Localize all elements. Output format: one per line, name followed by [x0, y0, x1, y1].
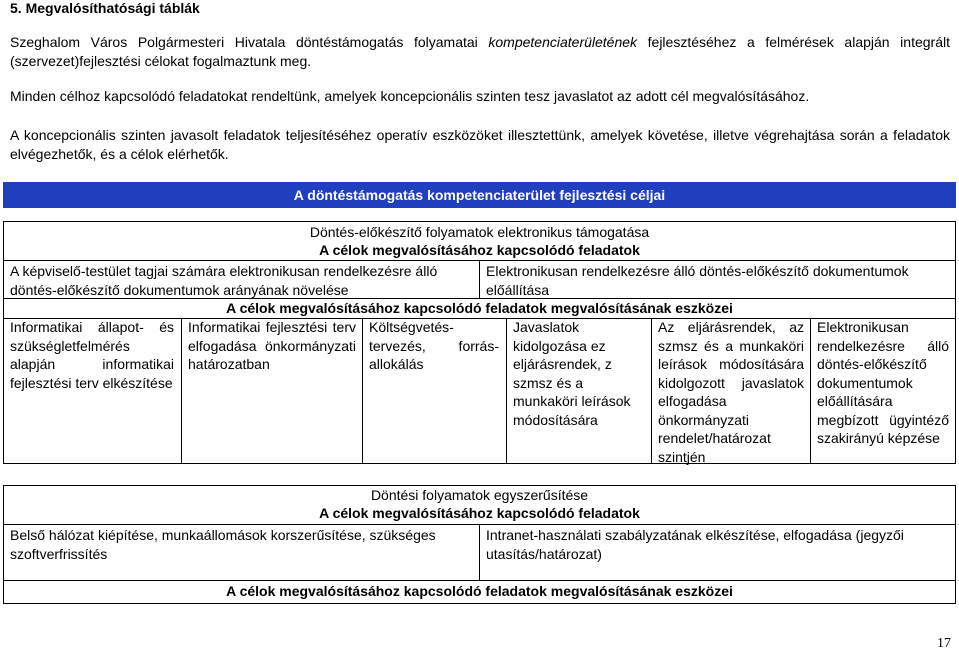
divider [506, 318, 507, 464]
tool-cell-4: Javaslatok kidolgozása ez eljárásrendek, z szmsz és a munkaköri leírások módosítására [513, 319, 631, 428]
divider [479, 524, 480, 580]
tool-cell-3: Költségvetés-tervezés, forrás-allokálás [369, 319, 499, 372]
tool-cell-1: Informatikai állapot- és szükségletfelmérés alapján informatikai fejlesztési terv elkészítése [10, 319, 174, 391]
table-2-tasks-header: A célok megvalósításához kapcsolódó feladatok [319, 505, 640, 521]
divider [3, 298, 956, 299]
section-heading: 5. Megvalósíthatósági táblák [10, 0, 200, 16]
goals-banner: A döntéstámogatás kompetenciaterület fejlesztési céljai [3, 182, 956, 208]
page-number: 17 [937, 636, 951, 651]
table-1-tasks-header: A célok megvalósításához kapcsolódó feladatok [319, 242, 640, 258]
table-2-tools-header: A célok megvalósításához kapcsolódó feladatok megvalósításának eszközei [226, 583, 733, 599]
table-1-task-right: Elektronikusan rendelkezésre álló döntés-előkészítő dokumentumok előállítása [486, 263, 909, 298]
intro-paragraph-3: A koncepcionális szinten javasolt feladatok teljesítéséhez operatív eszközöket illesztettünk, amelyek követése, illetve végrehajtása során a feladatok elvégezhetők, és a célok elérhetők. [10, 127, 950, 162]
table-2-task-right: Intranet-használati szabályzatának elkészítése, elfogadása (jegyzői utasítás/határozat) [486, 527, 904, 562]
tool-cell-5: Az eljárásrendek, az szmsz és a munkaköri leírások módosítására kidolgozott javaslatok elfogadása önkormányzati rendelet/határozat szintjén [658, 319, 804, 465]
divider [181, 318, 182, 464]
intro-p1-italic: kompetenciaterületének [488, 34, 638, 50]
table-2-goal: Döntési folyamatok egyszerűsítése [370, 487, 589, 503]
divider [810, 318, 811, 464]
tool-cell-2: Informatikai fejlesztési terv elfogadása önkormányzati határozatban [188, 319, 356, 372]
intro-p1-text-end: fejlesztéséhez a felmérések alapján integrált (szervezet)fejlesztési célokat fogalmaztunk meg. [10, 34, 950, 69]
divider [362, 318, 363, 464]
table-2-task-left: Belső hálózat kiépítése, munkaállomások korszerűsítése, szükséges szoftverfrissítés [10, 527, 436, 562]
table-1-tools-header: A célok megvalósításához kapcsolódó feladatok megvalósításának eszközei [226, 300, 733, 316]
divider [3, 580, 956, 581]
table-1-task-left: A képviselő-testület tagjai számára elektronikusan rendelkezésre álló döntés-előkészítő dokumentumok arányának növelése [10, 263, 438, 298]
divider [651, 318, 652, 464]
table-1-goal: Döntés-előkészítő folyamatok elektronikus támogatása [309, 224, 650, 240]
intro-p1-text: Szeghalom Város Polgármesteri Hivatala döntéstámogatás folyamatai [10, 34, 489, 50]
divider [479, 260, 480, 298]
intro-paragraph-2: Minden célhoz kapcsolódó feladatokat rendeltünk, amelyek koncepcionális szinten tesz javaslatot az adott cél megvalósításához. [10, 88, 810, 104]
tool-cell-6: Elektronikusan rendelkezésre álló döntés-előkészítő dokumentumok előállítására megbízott ügyintéző szakirányú képzése [817, 319, 949, 446]
intro-paragraph-1 [10, 33, 950, 71]
